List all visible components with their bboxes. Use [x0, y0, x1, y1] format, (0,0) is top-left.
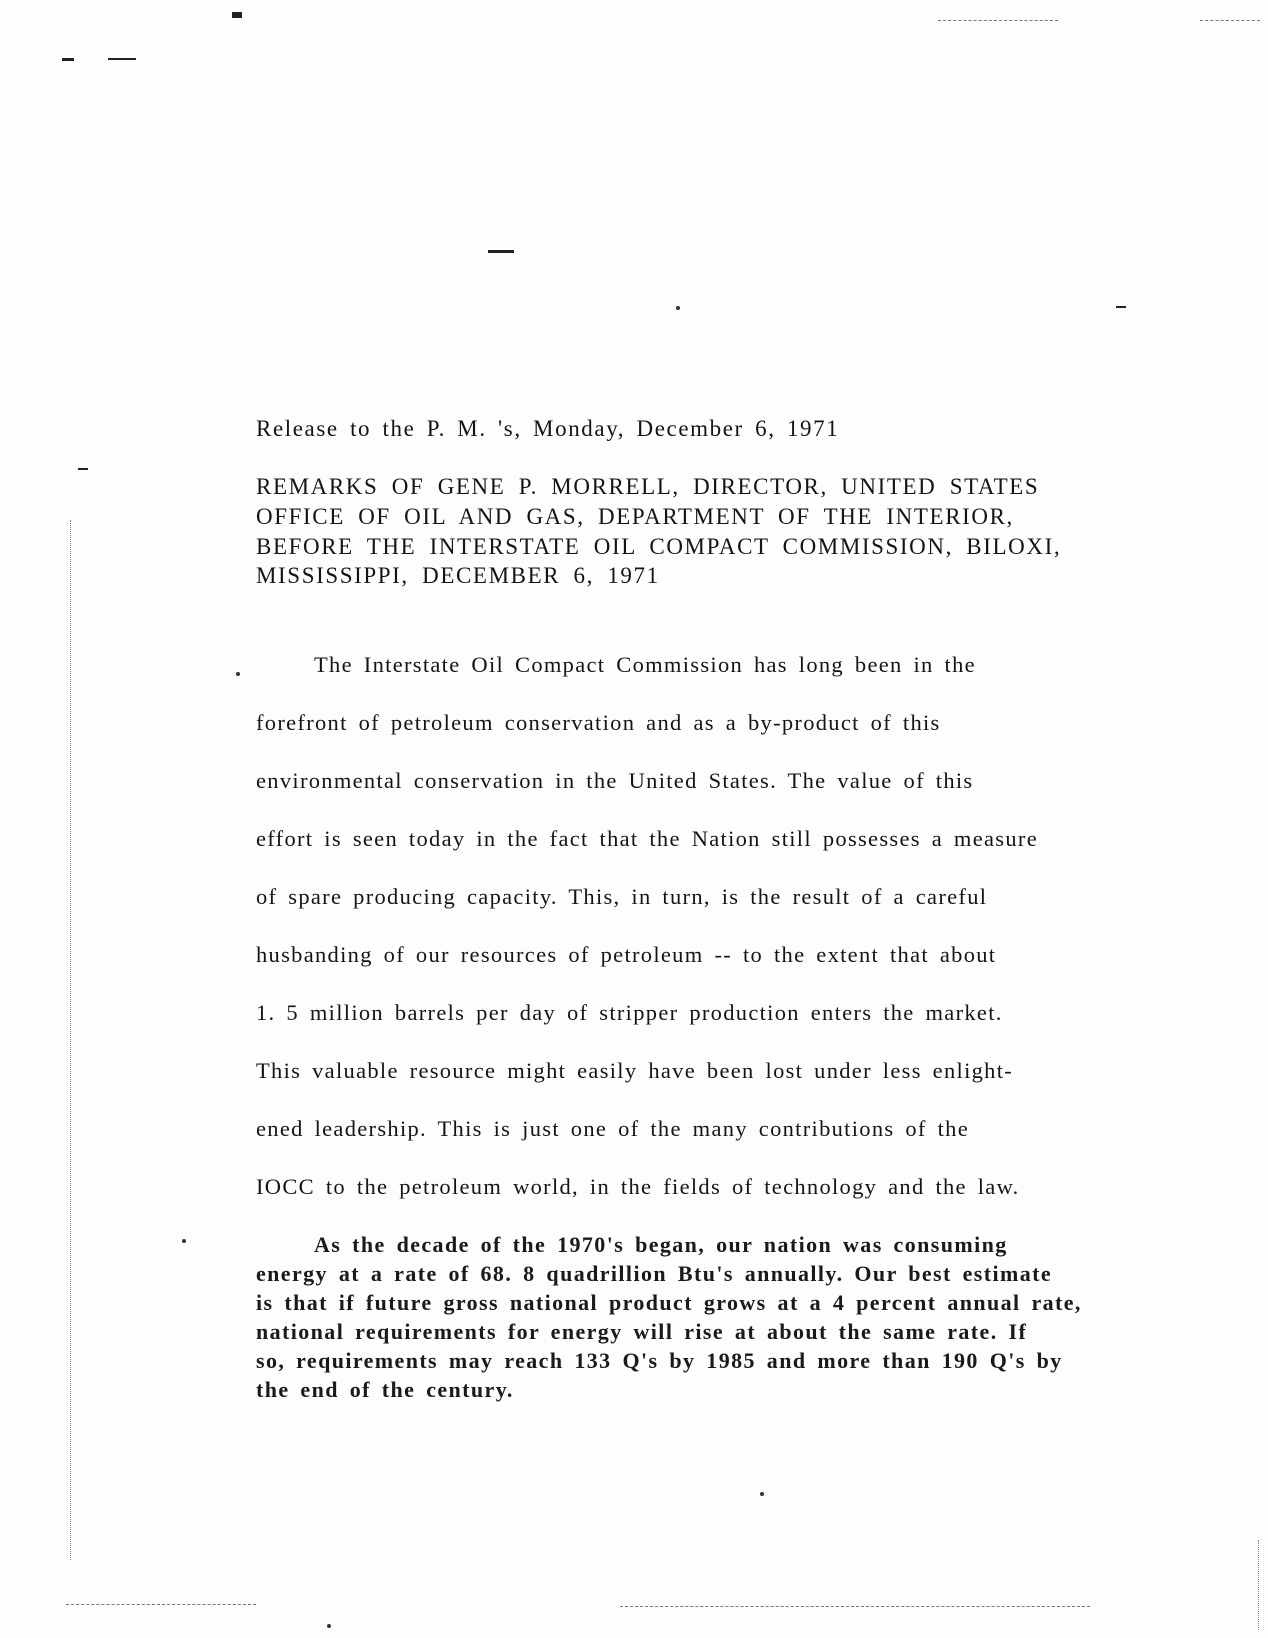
paragraph-line: forefront of petroleum conservation and as a by-product of this	[256, 710, 941, 735]
scan-mark	[488, 250, 514, 253]
scan-mark	[108, 58, 136, 60]
paragraph-line: of spare producing capacity. This, in turn, is the result of a careful	[256, 884, 988, 909]
scan-speck	[236, 672, 240, 676]
heading-line: REMARKS OF GENE P. MORRELL, DIRECTOR, UNITED STATES	[256, 474, 1040, 499]
paragraph-line: energy at a rate of 68. 8 quadrillion Btu's annually. Our best estimate	[256, 1261, 1053, 1286]
scan-speck	[182, 1239, 186, 1243]
scan-speck	[327, 1624, 331, 1628]
top-edge	[938, 20, 1058, 21]
left-edge	[70, 520, 71, 1560]
right-edge	[1258, 1540, 1259, 1630]
top-edge	[1200, 20, 1260, 21]
paragraph-line: This valuable resource might easily have been lost under less enlight-	[256, 1058, 1014, 1083]
paragraph-line: As the decade of the 1970's began, our nation was consuming	[314, 1232, 1008, 1257]
paragraph-line: husbanding of our resources of petroleum -- to the extent that about	[256, 942, 997, 967]
scan-speck	[760, 1492, 764, 1496]
heading-line: MISSISSIPPI, DECEMBER 6, 1971	[256, 563, 660, 588]
paragraph-line: ened leadership. This is just one of the many contributions of the	[256, 1116, 970, 1141]
paragraph-line: IOCC to the petroleum world, in the fields of technology and the law.	[256, 1174, 1020, 1199]
bottom-edge	[66, 1604, 256, 1605]
paragraph-line: so, requirements may reach 133 Q's by 1985 and more than 190 Q's by	[256, 1348, 1063, 1373]
heading-line: BEFORE THE INTERSTATE OIL COMPACT COMMISSION, BILOXI,	[256, 534, 1062, 559]
scan-mark	[232, 12, 242, 18]
bottom-edge	[620, 1606, 1090, 1607]
paragraph-line: national requirements for energy will rise at about the same rate. If	[256, 1319, 1028, 1344]
scan-speck	[676, 306, 680, 310]
scan-mark	[78, 468, 88, 470]
heading-line: OFFICE OF OIL AND GAS, DEPARTMENT OF THE INTERIOR,	[256, 504, 1014, 529]
release-date-line: Release to the P. M. 's, Monday, December 6, 1971	[256, 416, 840, 441]
paragraph-line: The Interstate Oil Compact Commission has long been in the	[314, 652, 976, 677]
paragraph-line: is that if future gross national product grows at a 4 percent annual rate,	[256, 1290, 1082, 1315]
scan-mark	[62, 58, 74, 61]
paragraph-line: the end of the century.	[256, 1377, 514, 1402]
paragraph-line: environmental conservation in the United States. The value of this	[256, 768, 974, 793]
paragraph-line: 1. 5 million barrels per day of stripper production enters the market.	[256, 1000, 1003, 1025]
paragraph-line: effort is seen today in the fact that the Nation still possesses a measure	[256, 826, 1038, 851]
scan-mark	[1116, 306, 1126, 308]
